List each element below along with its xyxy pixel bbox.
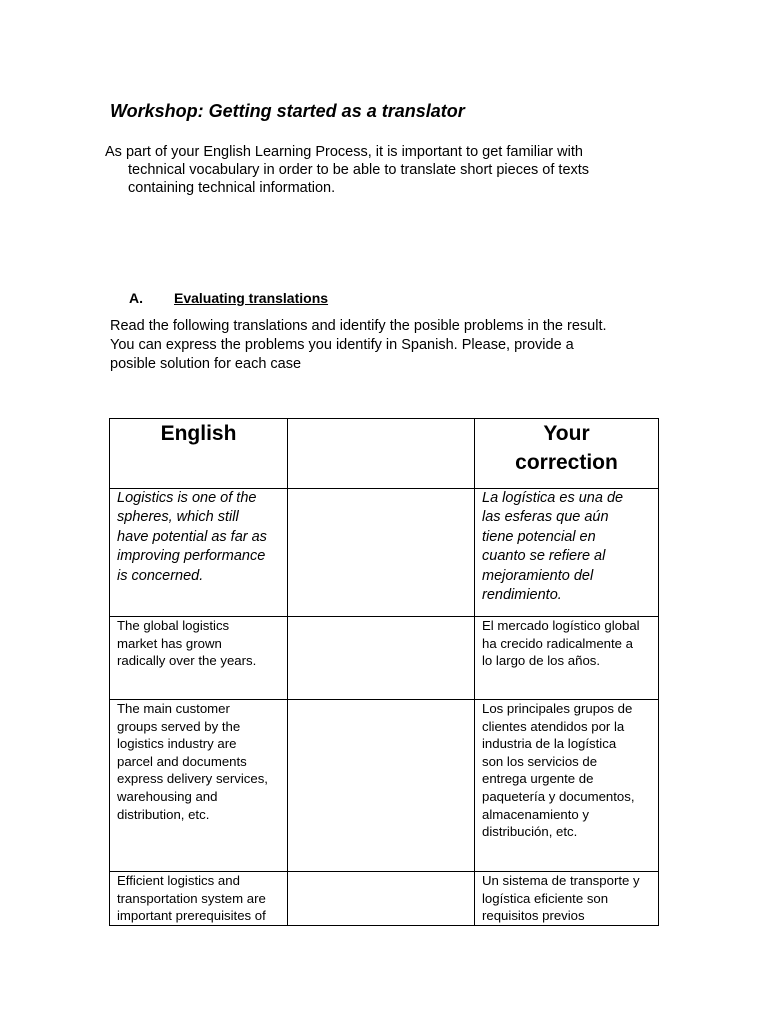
table-row <box>110 872 659 926</box>
instructions-paragraph <box>110 317 607 374</box>
answer-cell[interactable] <box>288 617 475 700</box>
instructions-line: posible solution for each case <box>110 356 302 372</box>
header-english: English <box>110 419 288 489</box>
answer-cell[interactable] <box>288 700 475 872</box>
intro-line: containing technical information. <box>128 180 336 196</box>
english-cell: The main customer groups served by the logistics industry are parcel and documents express delivery services, warehousing and distribution, etc. <box>110 700 288 872</box>
instructions-line: You can express the problems you identify in Spanish. Please, provide a <box>110 337 574 353</box>
spanish-cell: Los principales grupos de clientes atendidos por la industria de la logística son los servicios de entrega urgente de paquetería y documentos, almacenamiento y distribución, etc. <box>475 700 659 872</box>
table-row <box>110 700 659 872</box>
page-title: Workshop: Getting started as a translator <box>110 101 465 121</box>
spanish-cell: La logística es una de las esferas que aún tiene potencial en cuanto se refiere al mejoramiento del rendimiento. <box>475 489 659 617</box>
intro-line: technical vocabulary in order to be able to translate short pieces of texts <box>128 162 590 178</box>
spanish-cell: El mercado logístico global ha crecido radicalmente a lo largo de los años. <box>475 617 659 700</box>
table-row <box>110 489 659 617</box>
instructions-line: Read the following translations and identify the posible problems in the result. <box>110 318 607 334</box>
spanish-cell: Un sistema de transporte y logística eficiente son requisitos previos <box>475 872 659 926</box>
answer-cell[interactable] <box>288 872 475 926</box>
intro-paragraph <box>105 143 645 197</box>
section-heading <box>129 290 328 306</box>
translations-table <box>109 418 659 926</box>
answer-cell[interactable] <box>288 489 475 617</box>
table-header-row <box>110 419 659 489</box>
english-cell: Efficient logistics and transportation system are important prerequisites of <box>110 872 288 926</box>
section-letter: A. <box>129 290 143 306</box>
section-title: Evaluating translations <box>174 290 329 306</box>
intro-line: As part of your English Learning Process, it is important to get familiar with <box>105 144 583 160</box>
header-your-correction: Your correction <box>475 419 659 489</box>
english-cell: The global logistics market has grown radically over the years. <box>110 617 288 700</box>
english-cell: Logistics is one of the spheres, which still have potential as far as improving performance is concerned. <box>110 489 288 617</box>
header-middle <box>288 419 475 489</box>
table-row <box>110 617 659 700</box>
